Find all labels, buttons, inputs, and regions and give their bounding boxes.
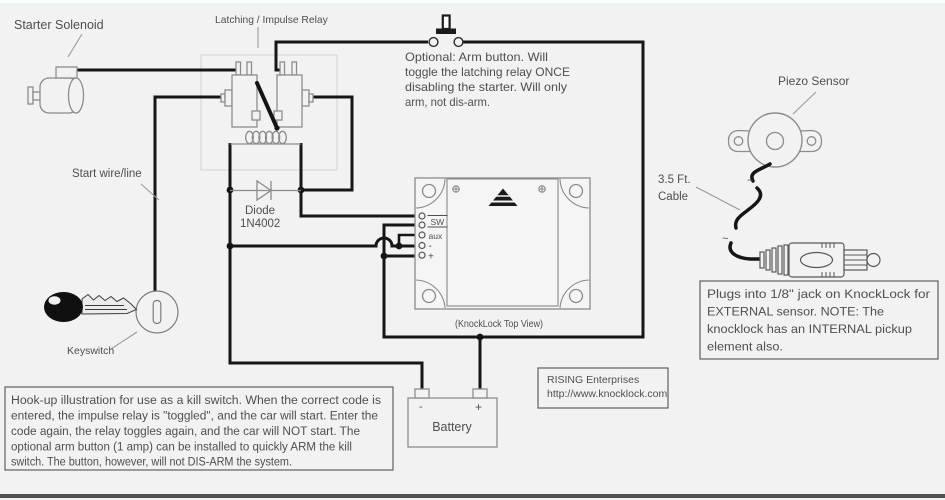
arm-note-line: toggle the latching relay ONCE [405,65,570,79]
cable-word-label: Cable [658,191,689,203]
latching-relay-label: Latching / Impulse Relay [215,15,328,26]
relay-coil-symbol [246,131,287,143]
terminal-label-minus: - [428,241,432,252]
solenoid-end-cap [69,78,84,113]
relay-pin [292,62,297,75]
relay-pin [280,62,285,75]
vendor-box [538,368,668,408]
sensor-note-line: knocklock has an INTERNAL pickup [707,322,913,336]
terminal-minus [419,243,425,249]
key-head-notch [49,296,61,304]
arm-button-contact [429,38,438,47]
module-mounting-hole [570,185,583,198]
arm-note-line: arm, not dis-arm. [405,95,490,109]
piezo-ear-left [729,131,751,152]
plug-rib [760,252,764,268]
relay-side-tab [302,90,309,106]
hookup-note-line: Hook-up illustration for use as a kill switch. When the correct code is [11,393,381,407]
module-screw-icon [539,186,545,192]
hookup-note-line: code again, the relay toggles again, and the car will NOT start. The [11,424,361,438]
junction-dot [477,334,484,341]
piezo-ear-right [800,131,822,152]
knocklock-module-drawing [415,178,590,309]
starter-solenoid-label: Starter Solenoid [14,18,104,32]
module-screw-icon [453,186,459,192]
plug-body [789,243,844,277]
terminal-plus [419,252,425,258]
hookup-note-line: entered, the impulse relay is "toggled", and the car will start. Enter the [11,408,379,423]
plug-rib [784,245,788,275]
piezo-disc [748,113,802,167]
arm-button-plunger [443,16,450,30]
junction-dot [227,243,234,250]
sensor-note-line: EXTERNAL sensor. NOTE: The [707,304,885,319]
arm-button-contact [454,38,463,47]
plug-rib [772,248,776,272]
hookup-note-line: switch. The button, however, will not DIS-ARM the system. [11,454,292,469]
top-strip [0,0,945,3]
plug-tip [867,254,880,267]
arm-note-line: Optional: Arm button. Will [405,50,548,64]
arm-note-line: disabling the starter. Will only [405,80,567,94]
arm-button-cap [436,29,456,35]
vendor-url: http://www.knocklock.com [547,388,668,400]
plug-rib [766,250,770,270]
relay-bottom-tab [252,111,260,120]
start-wire-label: Start wire/line [72,168,142,180]
hookup-note-line: optional arm button (1 amp) can be installed to quickly ARM the kill [11,439,352,454]
cable-length-label: 3.5 Ft. [658,174,691,186]
terminal-sw1 [419,213,425,219]
sensor-note-line: element also. [707,339,783,354]
battery-plus-label: + [475,400,483,414]
knocklock-caption: (KnockLock Top View) [455,319,543,330]
battery-terminal-plus [473,389,487,398]
sensor-note-box [700,281,938,359]
relay-side-tab [225,90,232,106]
keyswitch-slot [153,301,161,324]
vendor-name: RISING Enterprises [547,374,640,386]
terminal-label-plus: + [428,251,434,263]
relay-side-tab [309,94,313,102]
solenoid-terminal-tab [56,67,77,78]
battery-label: Battery [432,420,472,434]
battery-terminal-minus [415,389,429,398]
cable-break-mark: ~ [722,233,729,245]
terminal-label-sw: SW [430,217,445,227]
relay-armature-pivot [274,125,279,130]
junction-dot [396,243,403,250]
plug-rib [778,246,782,274]
battery-minus-label: - [419,401,423,413]
diode-label: Diode [245,205,276,217]
terminal-aux [419,232,425,238]
solenoid-stub-plate [28,87,33,104]
keyswitch-label: Keyswitch [67,345,115,357]
sensor-note-line: Plugs into 1/8" jack on KnockLock for [707,287,930,301]
key-head [44,292,83,322]
module-mounting-hole [570,290,583,303]
piezo-sensor-label: Piezo Sensor [778,74,850,88]
relay-bottom-tab [274,111,282,120]
relay-pin [247,62,252,75]
terminal-sw2 [419,222,425,228]
relay-pin [236,62,241,75]
hookup-note-box [5,387,393,470]
module-mounting-hole [423,290,436,303]
diode-part-label: 1N4002 [240,218,281,230]
footer-bar [0,494,945,498]
terminal-label-aux: aux [428,231,443,241]
cable-break-mark: ~ [747,175,754,187]
module-mounting-hole [423,185,436,198]
junction-dot [381,253,388,260]
battery-drawing [408,389,497,447]
